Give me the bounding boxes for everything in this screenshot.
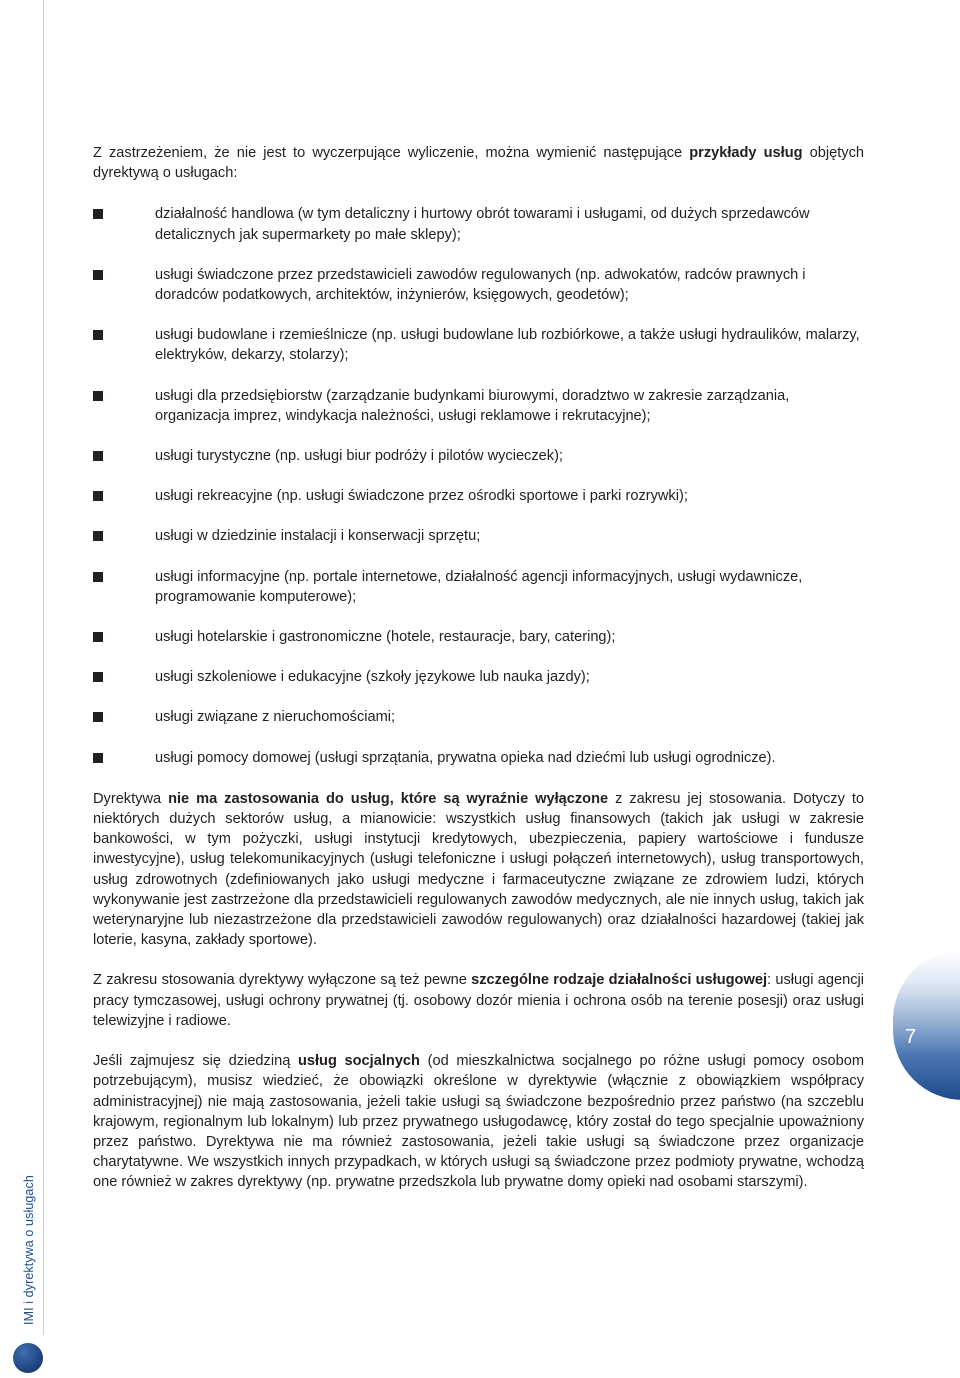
sidebar-running-title: IMI i dyrektywa o usługach (22, 1175, 36, 1325)
paragraph-emphasis: szczególne rodzaje działalności usługowej (471, 972, 767, 989)
exclusions-paragraph (93, 789, 864, 951)
special-activities-paragraph (93, 970, 864, 1031)
paragraph-emphasis: usług socjalnych (297, 1053, 420, 1070)
list-item-text: usługi w dziedzinie instalacji i konserwacji sprzętu; (155, 528, 481, 545)
square-bullet-icon (93, 209, 103, 219)
paragraph-text-end: (od mieszkalnictwa socjalnego po różne usługi pomocy osobom potrzebującym), musisz wiedzieć, że obowiązki określone w dyrektywie (włącznie z obowiązkiem współpracy administracyjnej) nie mają zastosowania, jeżeli takie usługi są świadczone bezpośrednio przez państwo (na szczeblu krajowym, regionalnym lub lokalnym) lub przez prywatnego usługodawcę, który został do tego specjalnie upoważniony przez państwo. Dyrektywa nie ma również zastosowania, jeżeli takie usługi są świadczone przez organizacje charytatywne. We wszystkich innych przypadkach, w których usługi są świadczone przez podmioty prywatne, wchodzą one również w zakres dyrektywy (np. prywatne przedszkola lub prywatne domy opieki nad osobami starszymi). (93, 1053, 864, 1191)
square-bullet-icon (93, 712, 103, 722)
paragraph-text: Jeśli zajmujesz się dziedziną (93, 1053, 298, 1070)
list-item (93, 707, 864, 727)
list-item-text: usługi rekreacyjne (np. usługi świadczone przez ośrodki sportowe i parki rozrywki); (155, 488, 688, 505)
main-content (93, 143, 864, 1213)
square-bullet-icon (93, 451, 103, 461)
intro-emphasis: przykłady usług (689, 145, 803, 161)
corner-circle-decoration (13, 1343, 43, 1373)
square-bullet-icon (93, 632, 103, 642)
page-number: 7 (905, 1026, 917, 1048)
paragraph-text-end: : usługi agencji pracy tymczasowej, usługi ochrony prywatnej (tj. osobowy dozór mienia i ochrona osób na terenie posesji) oraz usługi telewizyjne i radiowe. (93, 972, 864, 1029)
list-item-text: usługi dla przedsiębiorstw (zarządzanie budynkami biurowymi, doradztwo w zakresie zarządzania, organizacja imprez, windykacja należności, usługi reklamowe i rekrutacyjne); (155, 387, 790, 424)
paragraph-text-end: z zakresu jej stosowania. Dotyczy to niektórych dużych sektorów usług, a mianowicie: wszystkich usług finansowych (takich jak usługi w zakresie bankowości, w tym pożyczki, usługi instytucji kredytowych, ubezpieczenia, papiery wartościowe i fundusze inwestycyjne), usług telekomunikacyjnych (usługi telefoniczne i usługi połączeń internetowych), usług transportowych, usług zdrowotnych (zdefiniowanych jako usługi medyczne i farmaceutyczne związane ze zdrowiem ludzi, których wykonywanie jest zastrzeżone dla przedstawicieli regulowanych zawodów medycznych, ale nie innych usług, takich jak weterynaryjne lub niezastrzeżone dla przedstawicieli zawodów regulowanych) oraz działalności hazardowej (takiej jak loterie, kasyna, zakłady sportowe). (93, 790, 864, 949)
intro-paragraph (93, 143, 864, 183)
list-item (93, 567, 864, 607)
page-number-tab (893, 950, 960, 1100)
list-item (93, 526, 864, 546)
list-item-text: usługi świadczone przez przedstawicieli zawodów regulowanych (np. adwokatów, radców prawnych i doradców podatkowych, architektów, inżynierów, księgowych, geodetów); (155, 266, 806, 304)
square-bullet-icon (93, 270, 103, 280)
list-item-text: usługi związane z nieruchomościami; (155, 709, 396, 726)
list-item (93, 204, 864, 244)
square-bullet-icon (93, 572, 103, 582)
intro-text-end: objętych dyrektywą o usługach: (93, 145, 864, 182)
services-list (93, 204, 864, 767)
list-item (93, 325, 864, 365)
list-item (93, 386, 864, 426)
square-bullet-icon (93, 491, 103, 501)
list-item (93, 446, 864, 466)
list-item-text: usługi szkoleniowe i edukacyjne (szkoły językowe lub nauka jazdy); (155, 669, 590, 686)
list-item (93, 486, 864, 506)
list-item (93, 265, 864, 305)
list-item-text: usługi pomocy domowej (usługi sprzątania, prywatna opieka nad dziećmi lub usługi ogrodnicze). (155, 749, 776, 766)
paragraph-text: Dyrektywa (93, 790, 169, 807)
list-item-text: działalność handlowa (w tym detaliczny i hurtowy obrót towarami i usługami, od dużych sprzedawców detalicznych jak supermarkety po małe sklepy); (155, 206, 810, 243)
sidebar-rule (43, 0, 44, 1335)
paragraph-text: Z zakresu stosowania dyrektywy wyłączone są też pewne (93, 972, 472, 989)
list-item-text: usługi hotelarskie i gastronomiczne (hotele, restauracje, bary, catering); (155, 629, 616, 646)
list-item-text: usługi turystyczne (np. usługi biur podróży i pilotów wycieczek); (155, 448, 563, 465)
square-bullet-icon (93, 330, 103, 340)
square-bullet-icon (93, 391, 103, 401)
list-item (93, 748, 864, 768)
square-bullet-icon (93, 531, 103, 541)
list-item-text: usługi informacyjne (np. portale internetowe, działalność agencji informacyjnych, usługi wydawnicze, programowanie komputerowe); (155, 568, 803, 605)
intro-text: Z zastrzeżeniem, że nie jest to wyczerpujące wyliczenie, można wymienić następujące (93, 145, 690, 161)
square-bullet-icon (93, 753, 103, 763)
list-item-text: usługi budowlane i rzemieślnicze (np. usługi budowlane lub rozbiórkowe, a także usługi hydraulików, malarzy, elektryków, dekarzy, stolarzy); (155, 327, 860, 364)
list-item (93, 627, 864, 647)
social-services-paragraph (93, 1051, 864, 1192)
list-item (93, 667, 864, 687)
paragraph-emphasis: nie ma zastosowania do usług, które są wyraźnie wyłączone (168, 790, 609, 807)
square-bullet-icon (93, 672, 103, 682)
